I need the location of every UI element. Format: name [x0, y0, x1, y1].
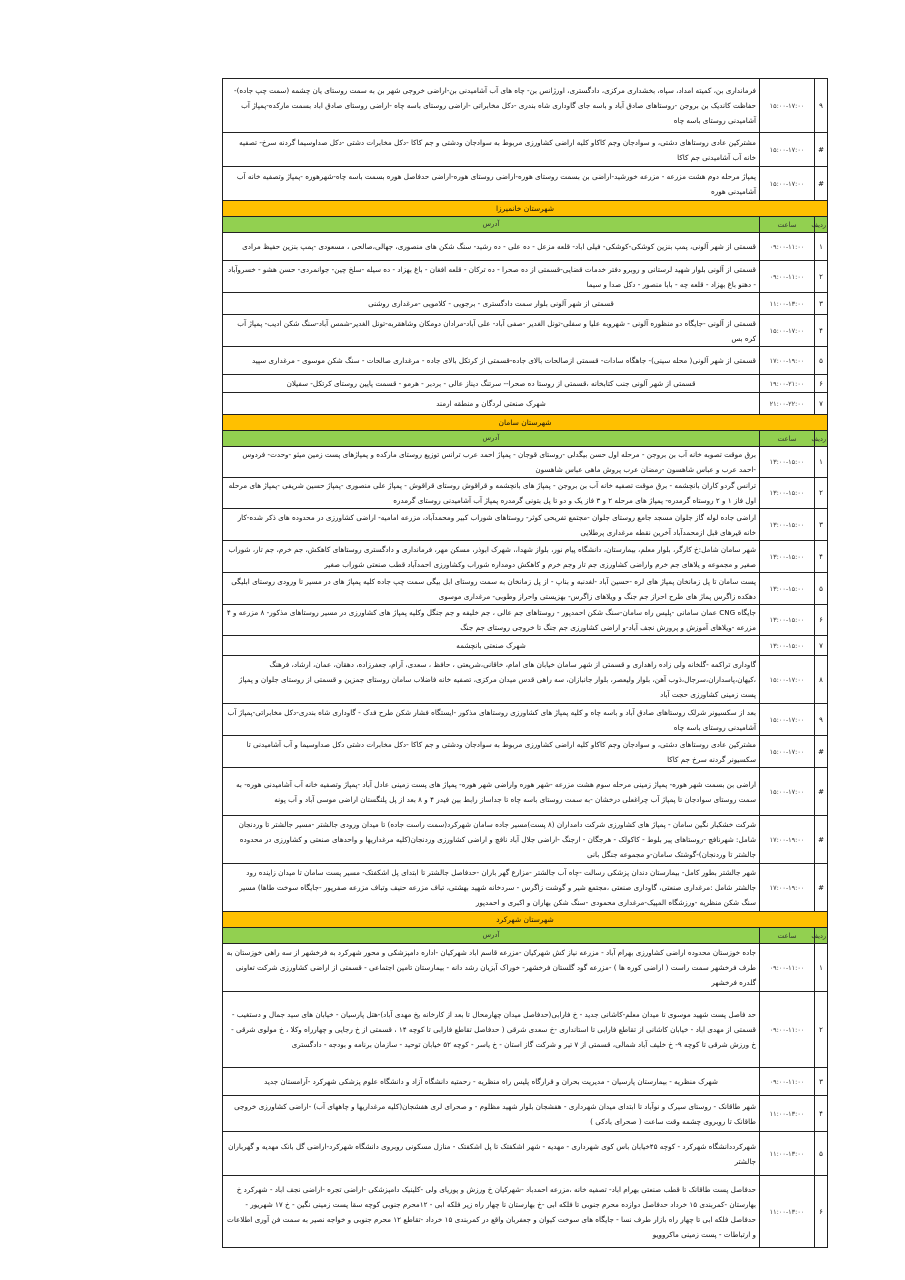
time-range: ۱۱:۰۰-۱۳:۰۰: [760, 1176, 815, 1248]
time-range: ۱۳:۰۰-۱۵:۰۰: [760, 573, 815, 605]
table-row: [223, 864, 828, 912]
row-number: ۷: [815, 636, 828, 656]
row-number: ۵: [815, 1132, 828, 1176]
address-cell: گاوداری تراکمه -گلخانه ولی زاده راهداری و قسمتی از شهر سامان خیابان های امام، خاقانی،شریعتی ، حافظ ، سعدی، آرام، جعفرزاده، دهقان، عمان، ارشاد، فرهنگ ،کیهان،پاسداران،سرجال،ذوب آهن، بلوار ولیعصر، بلوار جانبازان، سه راهی قدس میدان مرکزی، تصفیه خانه فاضلاب سامان روستای جمزین و قسمتی از روستای جلوان و پمپاژ پست زمینی کشاورزی حجت آباد: [223, 656, 760, 704]
time-range: ۱۳:۰۰-۱۵:۰۰: [760, 447, 815, 478]
row-number: ۵: [815, 347, 828, 375]
column-header-row: [223, 217, 828, 233]
outage-schedule-sheet: [222, 78, 828, 1248]
table-row: [223, 816, 828, 864]
table-row: [223, 1096, 828, 1132]
row-number: ۹: [815, 79, 828, 133]
address-cell: پمپاژ مرحله دوم هشت مزرعه - مزرعه خورشید-اراضی بن بسمت روستای هوره-اراضی روستای هوره-اراضی حدفاصل هوره بسمت باسه چاه-شهرهوره -پمپاژ وتصفیه خانه آب آشامیدنی هوره: [223, 167, 760, 201]
time-range: ۱۱:۰۰-۱۳:۰۰: [760, 1132, 815, 1176]
time-range: ۰۹:۰۰-۱۱:۰۰: [760, 944, 815, 992]
row-number: ۶: [815, 605, 828, 636]
address-cell: قسمتی از آلونی -جایگاه دو منظوره آلونی - شهروبه علیا و سفلی-تونل الغدیر -صفی آباد- علی آباد-مرادان دومکان وشاهقربه-تونل الغدیر-شمس آباد-سنگ شکن ادیب- پمپاژ آب کره بس: [223, 315, 760, 347]
table-row: [223, 79, 828, 133]
row-number: ۳: [815, 1068, 828, 1096]
table-row: [223, 478, 828, 509]
row-number: ۴: [815, 315, 828, 347]
table-row: [223, 347, 828, 375]
time-range: ۱۱:۰۰-۱۳:۰۰: [760, 1096, 815, 1132]
table-row: [223, 447, 828, 478]
table-row: [223, 768, 828, 816]
column-header-row: [223, 928, 828, 944]
time-range: ۱۵:۰۰-۱۷:۰۰: [760, 704, 815, 736]
time-range: ۱۵:۰۰-۱۷:۰۰: [760, 315, 815, 347]
row-number: ۸: [815, 656, 828, 704]
time-range: ۱۵:۰۰-۱۷:۰۰: [760, 79, 815, 133]
table-row: [223, 375, 828, 393]
table-body: [223, 79, 828, 1248]
table-row: [223, 1132, 828, 1176]
table-row: [223, 509, 828, 541]
time-range: ۱۳:۰۰-۱۵:۰۰: [760, 636, 815, 656]
address-cell: برق موقت تصوبه خانه آب بن بروجن - مرحله اول حسن بیگدلی -روستای قوجان - پمپاژ احمد عرب ترانس توزیع روستای مارکده و پمپاژهای پست زمین میثو -وحدت- فردوس -احمد عرب و عباس شاهسون -رمضان عرب پروش ماهی عباس شاهسون: [223, 447, 760, 478]
row-number: ۵: [815, 573, 828, 605]
row-number: ۳: [815, 293, 828, 315]
section-title: شهرستان سامان: [223, 415, 828, 431]
row-number: #: [815, 768, 828, 816]
address-cell: قسمتی از شهر آلونی بلوار سمت دادگستری - برجویی - کلامویی -مرغداری روشنی: [223, 293, 760, 315]
table-row: [223, 293, 828, 315]
address-cell: قسمتی از شهر آلونی، پمپ بنزین کوشکی-کوشکی- فیلی اباد- قلعه مزعل - ده علی - ده رشید- سنگ شکن های منصوری، جهالی،صالحی ، مسعودی -پمپ بنزین حفیظ مرادی: [223, 233, 760, 261]
row-number: ۳: [815, 509, 828, 541]
address-cell: شرکت خشکبار نگین سامان - پمپاژ های کشاورزی شرکت دامداران (۸ پست)مسیر جاده سامان شهرکرد(سمت راست جاده) تا میدان ورودی جالشتر -مسیر جالشتر تا وردنجان شامل: شهرنافچ -روستاهای پیر بلوط - کاکولک - هرجگان - ارجنگ -اراضی جلال آباد نافچ و اراضی کشاورزی وردنجان(کلیه مرغداریها و واحدهای صنعتی و کشاورزی در محدوده جالشتر تا وردنجان)-گوشتک سامان-و مجموعه جنگل بانی: [223, 816, 760, 864]
section-title-row: [223, 415, 828, 431]
table-row: [223, 541, 828, 573]
table-row: [223, 233, 828, 261]
table-row: [223, 1176, 828, 1248]
row-number: ۶: [815, 1176, 828, 1248]
table-row: [223, 605, 828, 636]
table-row: [223, 393, 828, 415]
row-number: ۱: [815, 944, 828, 992]
time-range: ۱۷:۰۰-۱۹:۰۰: [760, 347, 815, 375]
table-row: [223, 315, 828, 347]
time-range: ۱۷:۰۰-۱۹:۰۰: [760, 864, 815, 912]
address-cell: اراضی جاده لوله گاز جلوان مسجد جامع روستای جلوان -مجتمع تفریحی کوثر- روستاهای شوراب کبیر ومحمدآباد، مزرعه امامیه- اراضی کشاورزی در محدوده های ذکر شده-کار خانه قیرهای قبل ازمحمدآباد آخرین نقطه مرغداری پرطلایی: [223, 509, 760, 541]
address-cell: جاده خوزستان محدوده اراضی کشاورزی بهرام آباد - مزرعه نیاز کش شهرکیان -مزرعه قاسم اباد شهرکیان -اداره دامپزشکی و محور شهرکرد به فرخشهر از سه راهی خوزستان به طرف فرخشهر سمت راست ( اراضی کوره ها ) -مزرعه گود گلستان فرخشهر- خوراک آبزیان رشد دانه - بیمارستان تامین اجتماعی - قسمتی از اراضی کشاورزی شرکت تعاونی گلدره فرخشهر: [223, 944, 760, 992]
table-row: [223, 636, 828, 656]
row-number: ۴: [815, 1096, 828, 1132]
address-cell: شهرک صنعتی بانچشمه: [223, 636, 760, 656]
address-cell: شهر طاقانک - روستای سیرک و نوآباد تا ابتدای میدان شهرداری - هفشجان بلوار شهید مظلوم - و صحرای لری هفشجان(کلیه مرغداریها و چاههای آب) -اراضی کشاورزی خروجی طاقانک تا روبروی چشمه وقت ساعت ( صحرای بادکی ): [223, 1096, 760, 1132]
header-row-number: ردیف: [815, 928, 828, 944]
address-cell: قسمتی از آلونی بلوار شهید لرستانی و روبرو دفتر خدمات قضایی-قسمتی از ده صحرا - ده ترکان - قلعه افغان - باغ بهزاد - ده سیله -سلخ چین- جوانمردی- حسن هشو - خسروآباد - دهنو باغ بهزاد - قلعه چه - بابا منصور - دکل صدا و سیما: [223, 261, 760, 293]
address-cell: جایگاه CNG عمان سامانی -پلیس راه سامان-سنگ شکن احمدپور - روستاهای جم عالی ، جم خلیفه و جم جنگل وکلیه پمپاژ های کشاورزی در مسیر روستاهای مذکور- ۸ مزرعه و ۴ مزرعه -ویلاهای آموزش و پرورش نجف آباد-و اراضی کشاورزی جم جنگ تا خروجی روستای جم جنگ: [223, 605, 760, 636]
header-row-number: ردیف: [815, 431, 828, 447]
time-range: ۰۹:۰۰-۱۱:۰۰: [760, 233, 815, 261]
header-address: آدرس: [223, 217, 760, 233]
time-range: ۱۳:۰۰-۱۵:۰۰: [760, 605, 815, 636]
address-cell: شهرک منظریه - بیمارستان پارسیان - مدیریت بحران و قرارگاه پلیس راه منظریه - رحمتیه دانشگاه آزاد و دانشگاه علوم پزشکی شهرکرد -آرامستان جدید: [223, 1068, 760, 1096]
header-time: ساعت: [760, 217, 815, 233]
table-row: [223, 1068, 828, 1096]
row-number: #: [815, 167, 828, 201]
row-number: ۶: [815, 375, 828, 393]
address-cell: اراضی بن بسمت شهر هوره- پمپاژ زمینی مرحله سوم هشت مزرعه -شهر هوره واراضی شهر هوره- پمپاژ های پست زمینی عادل آباد -پمپاژ وتصفیه خانه آب آشامیدنی هوره- به سمت روستای سوادجان تا پمپاژ آب چراغعلی درخشان -به سمت روستای باسه چاه تا جداساز رابط بین فیدر ۴ و ۸ بعد از پل پلنگستان اراضی موسی آباد و آب پونه: [223, 768, 760, 816]
table-row: [223, 573, 828, 605]
row-number: #: [815, 133, 828, 167]
time-range: ۱۳:۰۰-۱۵:۰۰: [760, 509, 815, 541]
time-range: ۰۹:۰۰-۱۱:۰۰: [760, 261, 815, 293]
address-cell: مشترکین عادی روستاهای دشتی، و سوادجان وجم کاکاو کلیه اراضی کشاورزی مربوط به سوادجان ودشتی و جم کاکا -دکل مخابرات دشتی دکل صداوسیما و آب آشامیدنی تا سکسیونر گردنه سرخ جم کاکا: [223, 736, 760, 768]
row-number: ۴: [815, 541, 828, 573]
time-range: ۱۱:۰۰-۱۳:۰۰: [760, 293, 815, 315]
time-range: ۱۵:۰۰-۱۷:۰۰: [760, 656, 815, 704]
outage-schedule-table: [222, 78, 828, 1248]
address-cell: بعد از سکسیونر شرلک روستاهای صادق آباد و باسه چاه و کلیه پمپاژ های کشاورزی روستاهای مذکور -ایستگاه فشار شکن طرح فدک - گاوداری شاه بندری-دکل مخابراتی-پمپاژ آب آشامیدنی روستای باسه چاه: [223, 704, 760, 736]
row-number: ۲: [815, 261, 828, 293]
section-title: شهرستان شهرکرد: [223, 912, 828, 928]
section-title: شهرستان خانمیرزا: [223, 201, 828, 217]
row-number: ۲: [815, 478, 828, 509]
time-range: ۱۳:۰۰-۱۵:۰۰: [760, 478, 815, 509]
row-number: #: [815, 864, 828, 912]
table-row: [223, 704, 828, 736]
table-row: [223, 167, 828, 201]
address-cell: شهرکرددانشگاه شهرکرد - کوچه ۴۵خیابان باس کوی شهرداری - مهدیه - شهر اشکفتک تا پل اشکفتک - منازل مسکونی روبروی دانشگاه شهرکرد-اراضی گل بانک مهدیه و گهرباران جالشتر: [223, 1132, 760, 1176]
address-cell: فرمانداری بن، کمیته امداد، سپاه، بخشداری مرکزی، دادگستری، اورژانس بن- چاه های آب آشامیدنی بن-اراضی خروجی شهر بن به سمت روستای یان چشمه (سمت چپ جاده)- حفاظت کاندیک بن بروجن -روستاهای صادق آباد و باسه جای گاوداری شاه بندری -دکل مخابراتی -اراضی روستای باسه چاه -اراضی روستای صادق اباد بسمت مارکده-پمپاژ آب آشامیدنی روستای باسه چاه: [223, 79, 760, 133]
column-header-row: [223, 431, 828, 447]
section-title-row: [223, 201, 828, 217]
table-row: [223, 261, 828, 293]
address-cell: شهر سامان شامل:خ کارگر، بلوار معلم، بیمارستان، دانشگاه پیام نور، بلواز شهدا،، شهرک ابوذر، مسکن مهر، فرمانداری و دادگستری روستاهای کاهکش، جم خرم، جم تار، شوراب صغیر و مجموعه و یلاهای جم خرم واراضی کشاورزی جم تار وجم خرم و کاهکش دومداره شوراب وکشاورزی احمدآباد قطب صنعتی شوراب صغیر: [223, 541, 760, 573]
header-address: آدرس: [223, 928, 760, 944]
time-range: ۰۹:۰۰-۱۱:۰۰: [760, 1068, 815, 1096]
time-range: ۱۷:۰۰-۱۹:۰۰: [760, 816, 815, 864]
time-range: ۱۵:۰۰-۱۷:۰۰: [760, 133, 815, 167]
header-time: ساعت: [760, 928, 815, 944]
address-cell: حدفاصل پست طاقانک تا قطب صنعتی بهرام اباد- تصفیه خانه ،مزرعه احمدباد -شهرکیان خ ورزش و پوریای ولی -کلینیک دامپزشکی -اراضی تجره -اراضی نجف اباد - شهرکرد خ بهارستان -کمربندی ۱۵ خرداد حدفاصل دوازده محرم جنوبی تا فلکه ابی -خ بهارستان تا چهار راه زیر فلکه ابی - ۱۲محرم جنوبی کوچه سقا پست زمینی نگین - خ ۱۷ شهریور - حدفاصل فلکه ابی تا چهار راه بازار طرف نسا - جایگاه های سوخت کیوان و جعفربان واقع در کمربندی ۱۵ خرداد -تقاطع ۱۲ محرم جنوبی و خواجه نصیر به سمت فن آوری اطلاعات و ارتباطات - پست زمینی ماکروویو: [223, 1176, 760, 1248]
row-number: #: [815, 736, 828, 768]
header-time: ساعت: [760, 431, 815, 447]
time-range: ۱۳:۰۰-۱۵:۰۰: [760, 541, 815, 573]
table-row: [223, 944, 828, 992]
row-number: ۱: [815, 447, 828, 478]
time-range: ۰۹:۰۰-۱۱:۰۰: [760, 992, 815, 1068]
address-cell: قسمتی از شهر آلونی( محله سینی)- جاهگاه سادات- قسمتی ازصالحات بالای جاده-قسمتی از کرتکل بالای جاده - مرغداری صالحات - سنگ شکن موسوی - مرغداری سپید: [223, 347, 760, 375]
address-cell: حد فاصل پست شهید موسوی تا میدان معلم-کاشانی جدید - خ فارابی(حدفاصل میدان چهارمحال تا بعد از کارخانه یخ مهدی آباد)-هتل پارسیان - خیابان های سید جمال و دستغیب - قسمتی از مهدی اباد - خیابان کاشانی از تقاطع فارابی تا استانداری -خ سعدی شرقی ( حدفاصل تقاطع فارابی تا کوچه ۱۴ ، قسمتی از خ رجایی و چهارراه وکلا ، خ مولوی شرقی - خ ورزش شرقی تا کوچه ۹- خ خلیف آباد شمالی، قسمتی از ۷ تیر و شرکت گاز استان - خ یاسر - کوچه ۵۲ خیابان توحید - سازمان برنامه و بودجه - دادگستری: [223, 992, 760, 1068]
table-row: [223, 736, 828, 768]
address-cell: قسمتی از شهر آلونی جنب کتابخانه ،قسمتی از روستا ده صحرا-- سرتنگ دیناز عالی - بردبر - هرمو - قسمت پایین روستای کرتکل- سفیلان: [223, 375, 760, 393]
row-number: ۹: [815, 704, 828, 736]
time-range: ۲۱:۰۰-۲۲:۰۰: [760, 393, 815, 415]
section-title-row: [223, 912, 828, 928]
address-cell: شهر جالشتر بطور کامل- بیمارستان دندان پزشکی رسالت -چاه آب جالشتر -مزارع گهر باران -حدفاصل جالشتر تا ابتدای پل اشکفتک- مسیر پست سامان تا میدان زاینده رود جالشتر شامل :مرغداری صنعتی، گاوداری صنعتی ،مجتمع شیر و گوشت زاگرس - سردخانه شهید بهشتی، تباف مزرعه حنیف وتباف مزرعه صفرپور -جایگاه سوخت طاها) مسیر سنگ شکن منظریه -ورزشگاه المپیک-مرغداری محمودی -سنگ شکن بهاران و اکبری و احمدپور: [223, 864, 760, 912]
address-cell: پست سامان تا پل زمانخان پمپاژ های لره -حسین آباد -لغدنبه و بناپ - از پل زمانخان به سمت روستای ابل بیگی سمت چپ جاده کلیه پمپاژ های در مسیر تا ورودی روستای ابلیگی دهکده زاگرس پماژ های طرح احراز جم جنگ و ویلاهای زاگرس- بهزیستی واحراز وطوبی- مرغداری موسوی: [223, 573, 760, 605]
time-range: ۱۹:۰۰-۲۱:۰۰: [760, 375, 815, 393]
address-cell: مشترکین عادی روستاهای دشتی، و سوادجان وجم کاکاو کلیه اراضی کشاورزی مربوط به سوادجان ودشتی و جم کاکا -دکل مخابرات دشتی -دکل صداوسیما گردنه سرخ- تصفیه خانه آب آشامیدنی جم کاکا: [223, 133, 760, 167]
table-row: [223, 656, 828, 704]
time-range: ۱۵:۰۰-۱۷:۰۰: [760, 736, 815, 768]
table-row: [223, 133, 828, 167]
time-range: ۱۵:۰۰-۱۷:۰۰: [760, 768, 815, 816]
address-cell: ترانس گردو کاران بانچشمه - برق موقت تصفیه خانه آب بن بروجن - پمپاژ های بانچشمه و قراقوش روستای قراقوش - پمپاژ علی منصوری -پمپاژ حسین شریفی -پمپاژ های مرحله اول فاز ۱ و ۲ روستاه گرمدره- پمپاژ های مرحله ۲ و ۳ فاز یک و دو تا پل بتونی گرمدره پمپاژ آب آشامیدنی روستای گرمدره: [223, 478, 760, 509]
row-number: ۷: [815, 393, 828, 415]
table-row: [223, 992, 828, 1068]
row-number: ۲: [815, 992, 828, 1068]
address-cell: شهرک صنعتی لردگان و منطقه ارمند: [223, 393, 760, 415]
header-address: آدرس: [223, 431, 760, 447]
row-number: #: [815, 816, 828, 864]
header-row-number: ردیف: [815, 217, 828, 233]
row-number: ۱: [815, 233, 828, 261]
time-range: ۱۵:۰۰-۱۷:۰۰: [760, 167, 815, 201]
